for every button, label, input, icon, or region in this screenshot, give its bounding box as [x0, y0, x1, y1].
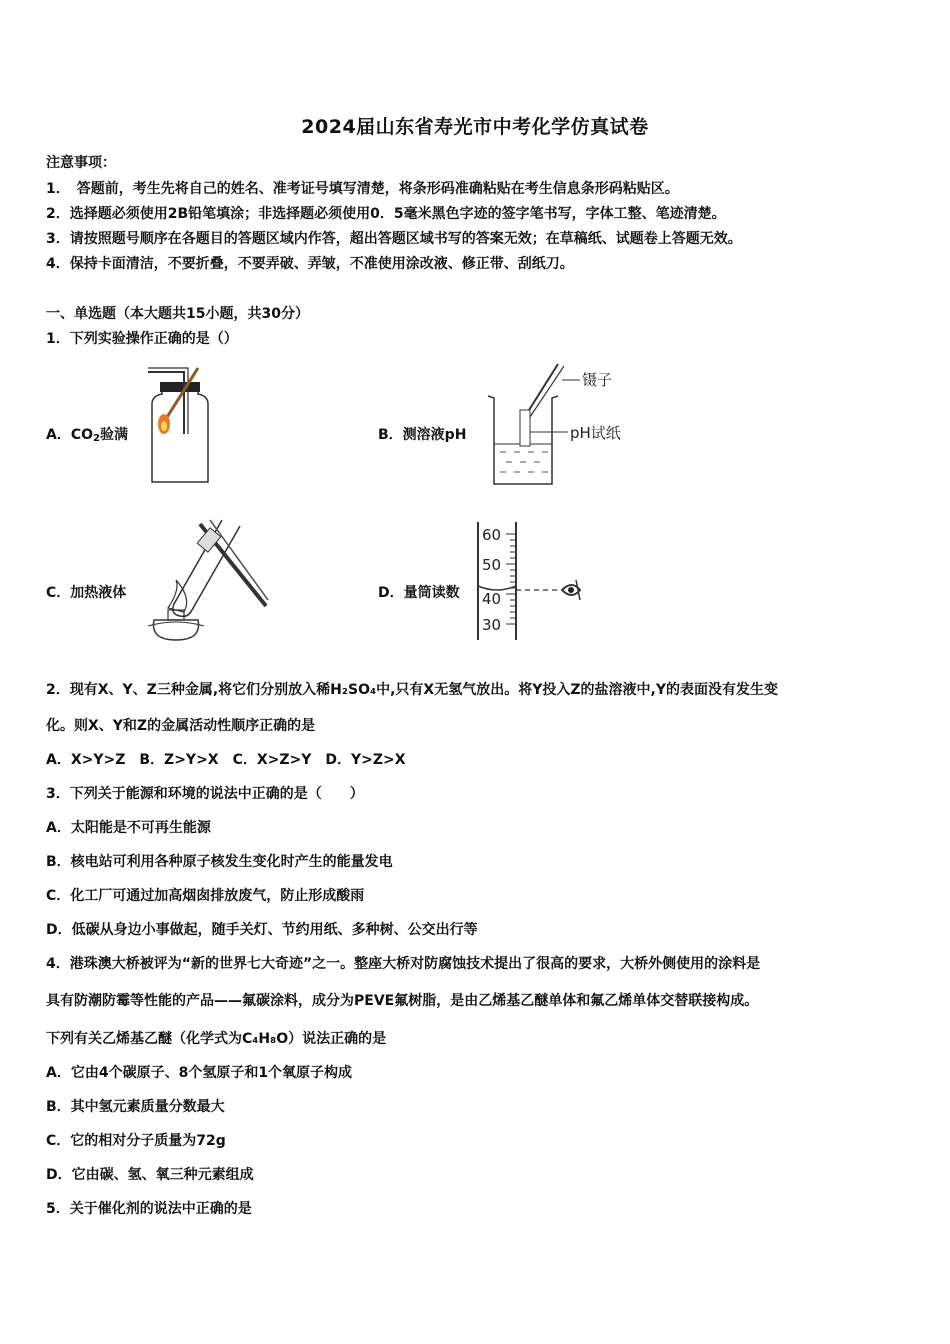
tweezers-label: 镊子	[582, 371, 613, 389]
page-title: 2024届山东省寿光市中考化学仿真试卷	[301, 116, 649, 138]
section-heading: 一、单选题（本大题共15小题，共30分）	[46, 306, 309, 322]
co2-bottle-figure	[140, 364, 220, 492]
q1-stem: 1．下列实验操作正确的是（）	[46, 331, 238, 347]
q2-options: A．X>Y>Z B．Z>Y>X C．X>Z>Y D．Y>Z>X	[46, 752, 406, 768]
q4-option-b: B．其中氢元素质量分数最大	[46, 1099, 225, 1115]
q3-stem: 3．下列关于能源和环境的说法中正确的是（ ）	[46, 786, 364, 802]
notice-item: 1． 答题前，考生先将自己的姓名、准考证号填写清楚，将条形码准确粘贴在考生信息条形码粘贴区。	[46, 181, 679, 197]
tick-label: 30	[482, 616, 502, 634]
q3-option-d: D．低碳从身边小事做起，随手关灯、节约用纸、多种树、公交出行等	[46, 922, 478, 938]
q4-line: 4．港珠澳大桥被评为“新的世界七大奇迹”之一。整座大桥对防腐蚀技术提出了很高的要求，大桥外侧使用的涂料是	[46, 956, 761, 972]
q3-option-c: C．化工厂可通过加高烟囱排放废气，防止形成酸雨	[46, 888, 365, 904]
ph-test-figure	[484, 362, 644, 492]
ph-paper-label: pH试纸	[570, 424, 621, 442]
q4-option-d: D．它由碳、氢、氧三种元素组成	[46, 1167, 254, 1183]
q1-option-a: A．$CO_2$验满	[46, 427, 128, 444]
q3-option-b: B．核电站可利用各种原子核发生变化时产生的能量发电	[46, 854, 393, 870]
tick-label: 50	[482, 556, 502, 574]
q2-line: 2．现有X、Y、Z三种金属,将它们分别放入稀H₂SO₄中,只有X无氢气放出。将Y投入Z的盐溶液中,Y的表面没有发生变	[46, 682, 778, 698]
notice-item: 2．选择题必须使用2B铅笔填涂；非选择题必须使用0．5毫米黑色字迹的签字笔书写，字体工整、笔迹清楚。	[46, 206, 726, 222]
q4-line: 具有防潮防霉等性能的产品——氟碳涂料，成分为PEVE氟树脂，是由乙烯基乙醚单体和氟乙烯单体交替联接构成。	[46, 993, 759, 1009]
q1-option-b: B．测溶液pH	[378, 427, 467, 443]
q2-line: 化。则X、Y和Z的金属活动性顺序正确的是	[46, 718, 316, 734]
q1-option-c: C．加热液体	[46, 585, 127, 601]
tick-label: 40	[482, 590, 502, 608]
q4-option-a: A．它由4个碳原子、8个氢原子和1个氧原子构成	[46, 1065, 353, 1081]
q3-option-a: A．太阳能是不可再生能源	[46, 820, 211, 836]
heating-liquid-figure	[140, 512, 280, 644]
notice-item: 3．请按照题号顺序在各题目的答题区域内作答，超出答题区域书写的答案无效；在草稿纸、试题卷上答题无效。	[46, 231, 742, 247]
q4-option-c: C．它的相对分子质量为72g	[46, 1133, 226, 1149]
q5-stem: 5．关于催化剂的说法中正确的是	[46, 1201, 252, 1217]
notice-heading: 注意事项：	[46, 155, 116, 171]
q4-line: 下列有关乙烯基乙醚（化学式为C₄H₈O）说法正确的是	[46, 1031, 387, 1047]
cylinder-reading-figure	[476, 518, 596, 642]
notice-item: 4．保持卡面清洁，不要折叠，不要弄破、弄皱，不准使用涂改液、修正带、刮纸刀。	[46, 256, 574, 272]
q1-option-d: D．量筒读数	[378, 585, 460, 601]
tick-label: 60	[482, 526, 502, 544]
